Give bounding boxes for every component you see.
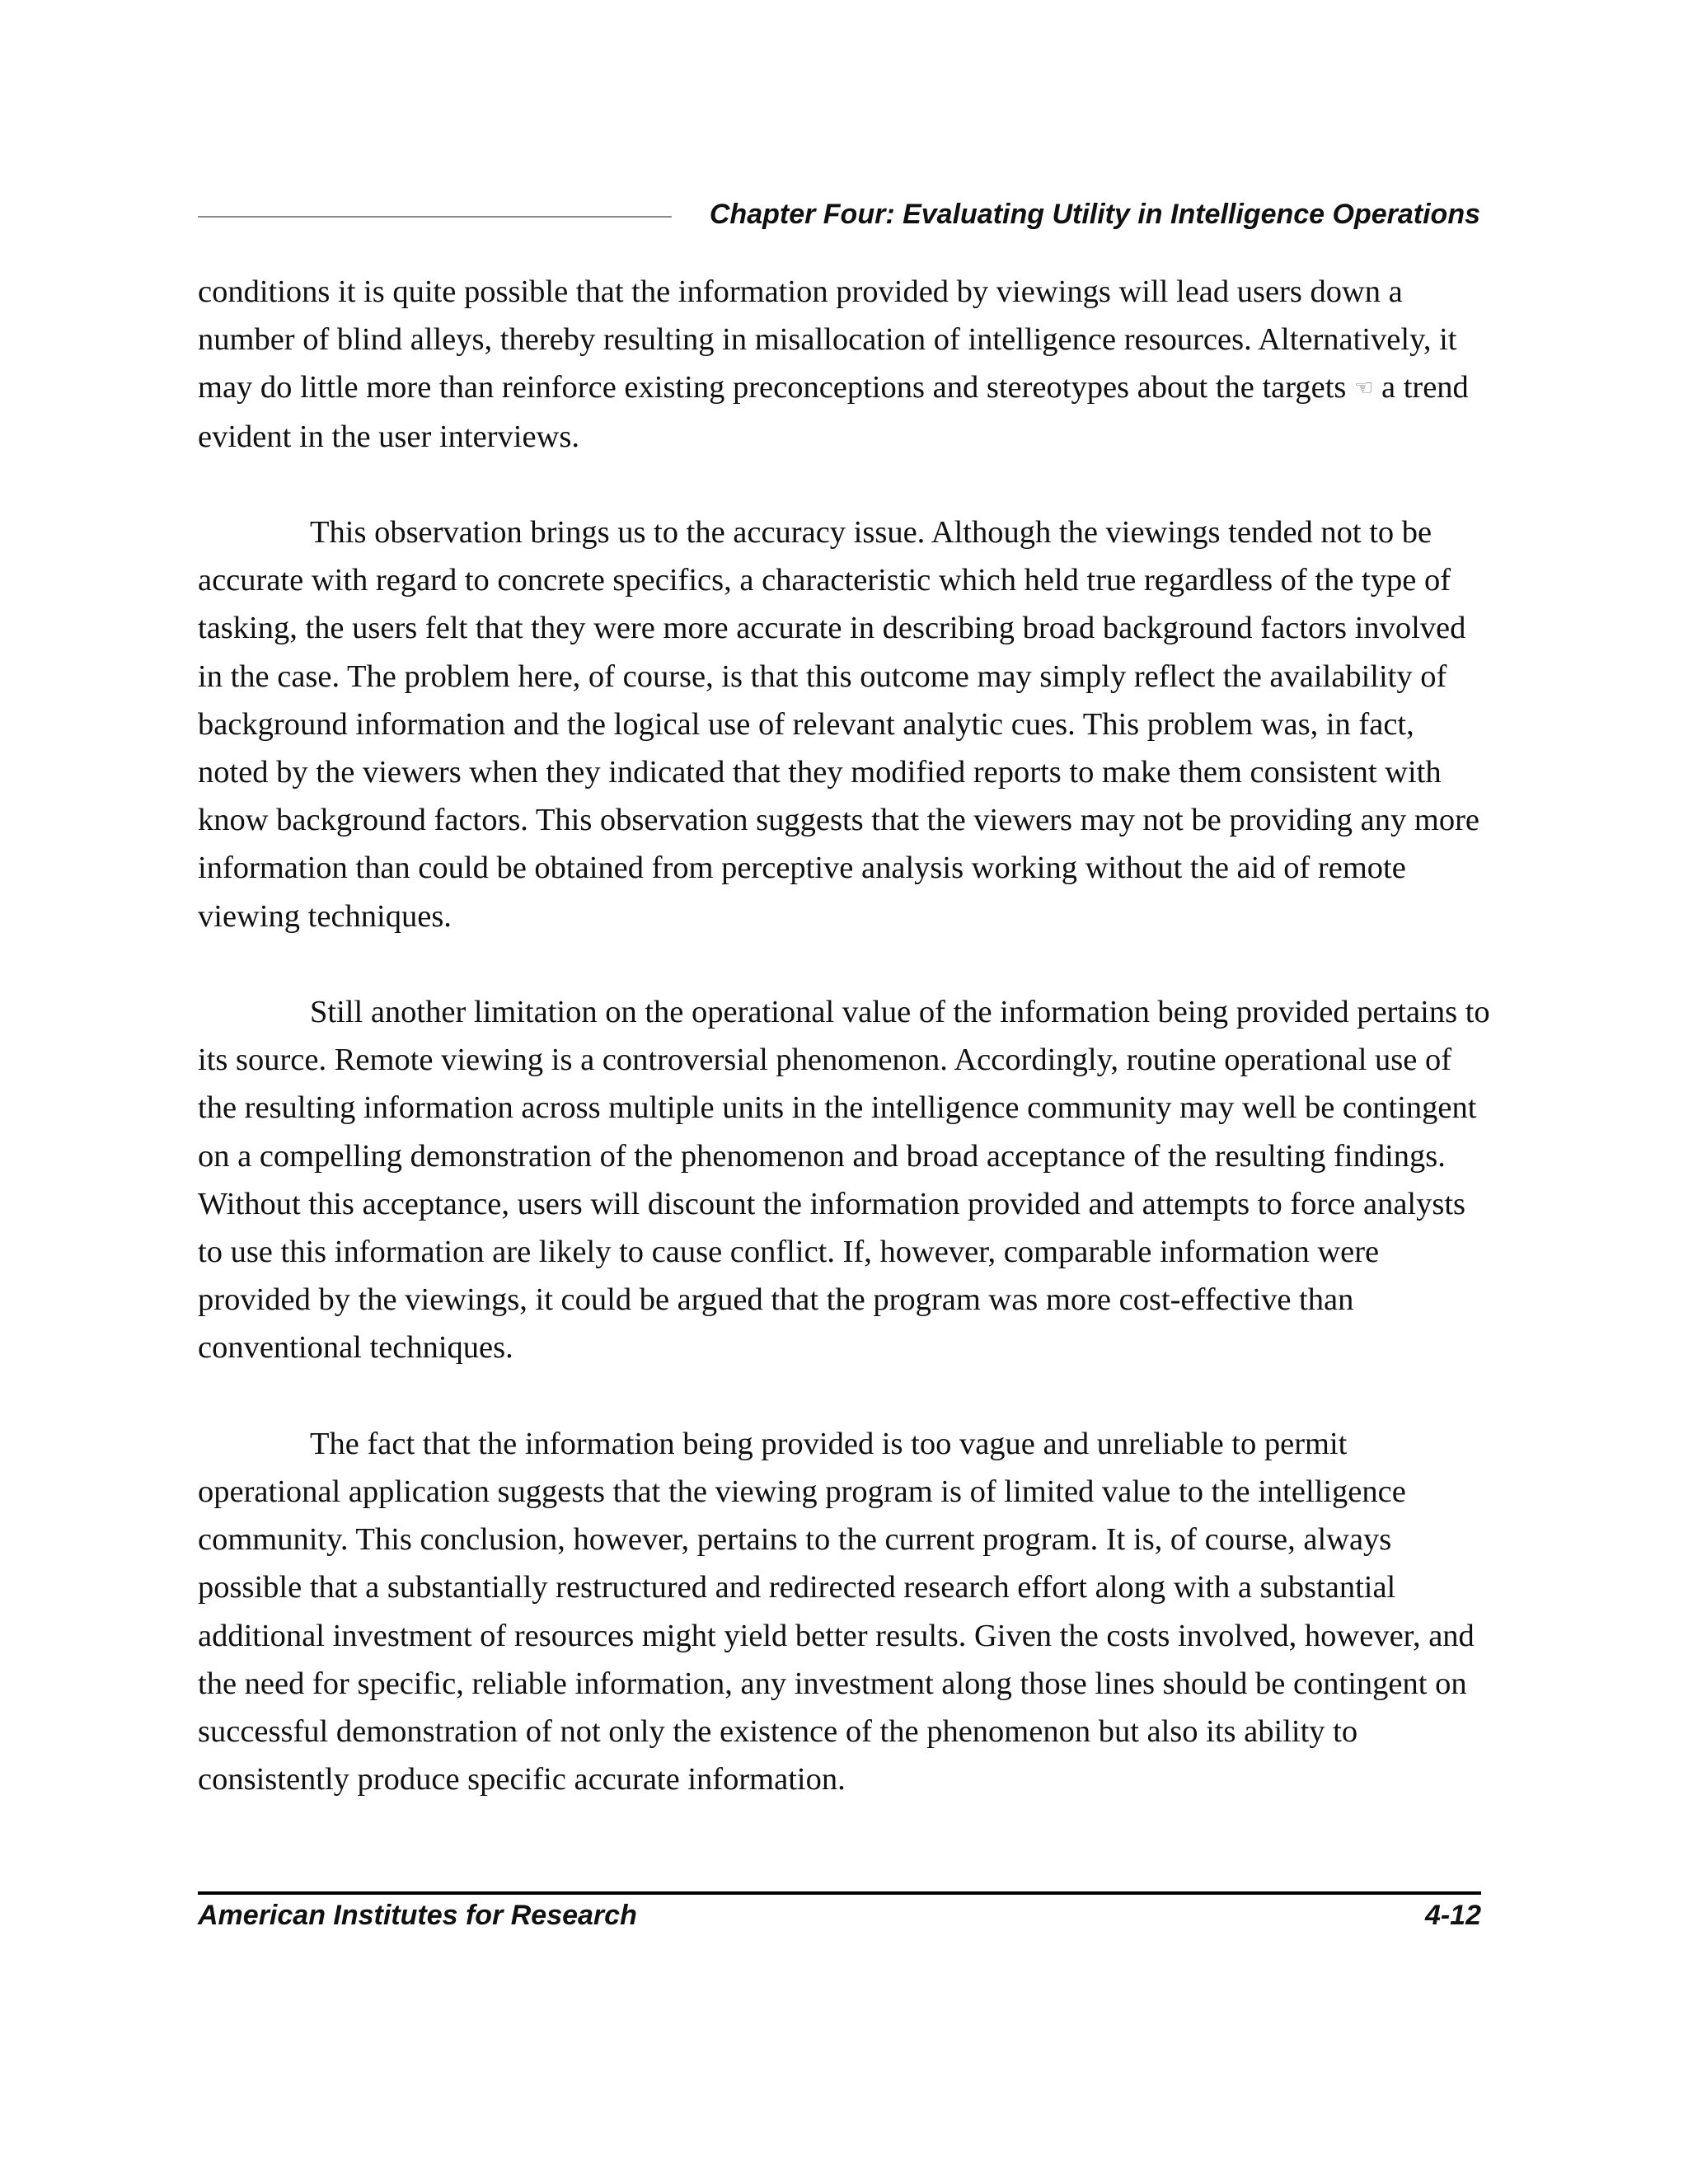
body-text: [198, 268, 1492, 1852]
paragraph-4: The fact that the information being provided is too vague and unreliable to permit operational application suggests that the viewing program is of limited value to the intelligence community. This conclusion, however, pertains to the current program. It is, of course, always possible that a substantially restructured and redirected research effort along with a substantial additional investment of resources might yield better results. Given the costs involved, however, and the need for specific, reliable information, any investment along those lines should be contingent on successful demonstration of not only the existence of the phenomenon but also its ability to consistently produce specific accurate information.: [198, 1426, 1475, 1797]
footer-organization: American Institutes for Research: [198, 1900, 637, 1931]
page-number: 4-12: [1424, 1900, 1481, 1931]
header-rule: [198, 216, 672, 218]
paragraph-2: This observation brings us to the accuracy issue. Although the viewings tended not to be accurate with regard to concrete specifics, a characteristic which held true regardless of the type of tasking, the users felt that they were more accurate in describing broad background factors involved in the case. The problem here, of course, is that this outcome may simply reflect the availability of background information and the logical use of relevant analytic cues. This problem was, in fact, noted by the viewers when they indicated that they modified reports to make them consistent with know background factors. This observation suggests that the viewers may not be providing any more information than could be obtained from perceptive analysis working without the aid of remote viewing techniques.: [198, 515, 1480, 934]
paragraph-1: [198, 268, 1492, 461]
footer-rule: [198, 1891, 1481, 1895]
pointing-hand-icon: ☜: [1354, 376, 1374, 401]
paragraph-1-text-a: conditions it is quite possible that the information provided by viewings will lead users down a number of blind alleys, thereby resulting in misallocation of intelligence resources. Alternatively, it may do little more than reinforce existing preconceptions and stereotypes about the targets: [198, 274, 1457, 405]
paragraph-1-text-b: a trend evident in the user interviews.: [198, 370, 1469, 454]
chapter-title: Chapter Four: Evaluating Utility in Intelligence Operations: [709, 199, 1480, 230]
paragraph-3: Still another limitation on the operational value of the information being provided pertains to its source. Remote viewing is a controversial phenomenon. Accordingly, routine operational use of the resulting information across multiple units in the intelligence community may well be contingent on a compelling demonstration of the phenomenon and broad acceptance of the resulting findings. Without this acceptance, users will discount the information provided and attempts to force analysts to use this information are likely to cause conflict. If, however, comparable information were provided by the viewings, it could be argued that the program was more cost-effective than conventional techniques.: [198, 995, 1490, 1366]
